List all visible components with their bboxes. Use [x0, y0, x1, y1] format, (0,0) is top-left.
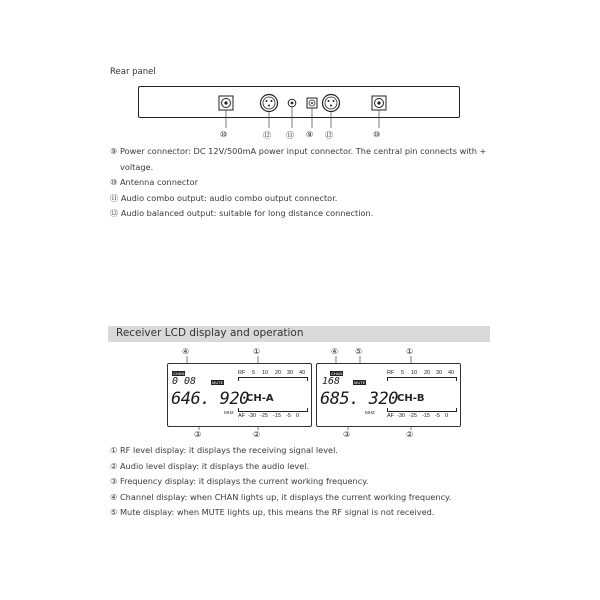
description-text: Audio balanced output: suitable for long distance connection.: [120, 208, 374, 218]
lcd-right-callout-2: ②: [406, 430, 414, 439]
frequency-readout: 646. 920: [171, 389, 249, 409]
chan-indicator: CHAN: [331, 371, 343, 376]
description-text: Mute display: when MUTE lights up, this means the RF signal is not received.: [119, 507, 435, 517]
description-text: Antenna connector: [119, 177, 199, 187]
lcd-right-callout-4: ④: [331, 347, 339, 356]
rf-tick: 20: [424, 370, 431, 376]
mute-indicator: MUTE: [354, 380, 366, 385]
af-label: AF: [387, 413, 395, 419]
channel-label: CH-B: [397, 393, 425, 404]
number-marker: ④: [110, 491, 118, 502]
callout-10-left: ⑩: [220, 130, 228, 139]
description-power-connector-cont: voltage.: [120, 161, 154, 172]
number-marker: ⑨: [110, 146, 118, 156]
af-tick: -15: [273, 413, 281, 419]
number-marker: ①: [110, 445, 118, 455]
rf-tick: 10: [411, 370, 418, 376]
lcd-right-callout-1: ①: [406, 347, 414, 356]
callout-12-right: ⑫: [325, 131, 333, 140]
lcd-description-list: [110, 443, 451, 521]
lcd-left-callout-3: ③: [194, 430, 202, 439]
mute-indicator: MUTE: [212, 380, 224, 385]
rf-tick: 30: [436, 370, 443, 376]
description-text: Audio combo output: audio combo output connector.: [120, 192, 338, 203]
description-rf-level: [110, 443, 451, 459]
callout-9: ⑨: [306, 130, 314, 139]
description-text: Power connector: DC 12V/500mA power input connector. The central pin connects with +: [119, 146, 487, 156]
lcd-right-callout-3: ③: [343, 430, 351, 439]
rf-tick: 5: [401, 370, 405, 376]
lcd-section-title: Receiver LCD display and operation: [116, 327, 304, 339]
number-marker: ⑪: [110, 192, 119, 203]
af-tick: -25: [409, 413, 417, 419]
af-tick: -30: [397, 413, 405, 419]
lcd-left-callout-1: ①: [253, 347, 261, 356]
rf-level-bar: [387, 377, 457, 381]
lcd-left-callout-4: ④: [182, 347, 190, 356]
number-marker: ⑫: [110, 208, 119, 218]
description-text: Audio level display: it displays the audio level.: [119, 460, 310, 471]
rf-level-bar: [238, 377, 308, 381]
number-marker: ⑩: [110, 177, 118, 187]
af-tick: -30: [248, 413, 256, 419]
af-level-bar: [387, 408, 457, 412]
rf-tick: 5: [252, 370, 256, 376]
description-text: Channel display: when CHAN lights up, it displays the current working frequency.: [119, 491, 452, 502]
number-marker: ③: [110, 476, 118, 486]
af-label: AF: [238, 413, 246, 419]
lcd-right-callout-5: ⑤: [355, 347, 363, 356]
rf-tick: 40: [448, 370, 455, 376]
callout-11: ⑪: [286, 131, 294, 140]
af-tick: 0: [296, 413, 300, 419]
rf-tick: 30: [287, 370, 294, 376]
description-audio-level: [110, 459, 451, 475]
lcd-left-callout-2: ②: [253, 430, 261, 439]
mhz-label: MHZ: [365, 410, 375, 415]
rf-tick: 20: [275, 370, 282, 376]
af-tick: -5: [286, 413, 291, 419]
af-tick: -15: [422, 413, 430, 419]
frequency-readout: 685. 320: [320, 389, 398, 409]
callout-12-left: ⑫: [263, 131, 271, 140]
description-frequency: [110, 474, 451, 490]
rf-label: RF: [387, 370, 395, 376]
lcd-display-left: [167, 363, 312, 427]
number-marker: ⑤: [110, 507, 118, 517]
af-level-bar: [238, 408, 308, 412]
rf-tick: 10: [262, 370, 269, 376]
description-mute: [110, 505, 451, 521]
callout-10-right: ⑩: [373, 130, 381, 139]
channel-readout: 0 08: [172, 376, 197, 387]
description-text: Frequency display: it displays the current working frequency.: [119, 476, 369, 486]
rear-panel-title: Rear panel: [110, 67, 156, 77]
lcd-display-right: [316, 363, 461, 427]
mhz-label: MHZ: [224, 410, 234, 415]
number-marker: ②: [110, 460, 118, 471]
chan-indicator: CHAN: [173, 371, 185, 376]
rf-label: RF: [238, 370, 246, 376]
description-text: RF level display: it displays the receiving signal level.: [119, 445, 338, 455]
channel-readout: 168: [322, 376, 341, 387]
rf-tick: 40: [299, 370, 306, 376]
channel-label: CH-A: [246, 393, 274, 404]
description-channel: [110, 490, 451, 506]
af-tick: -5: [435, 413, 440, 419]
af-tick: 0: [445, 413, 449, 419]
af-tick: -25: [260, 413, 268, 419]
